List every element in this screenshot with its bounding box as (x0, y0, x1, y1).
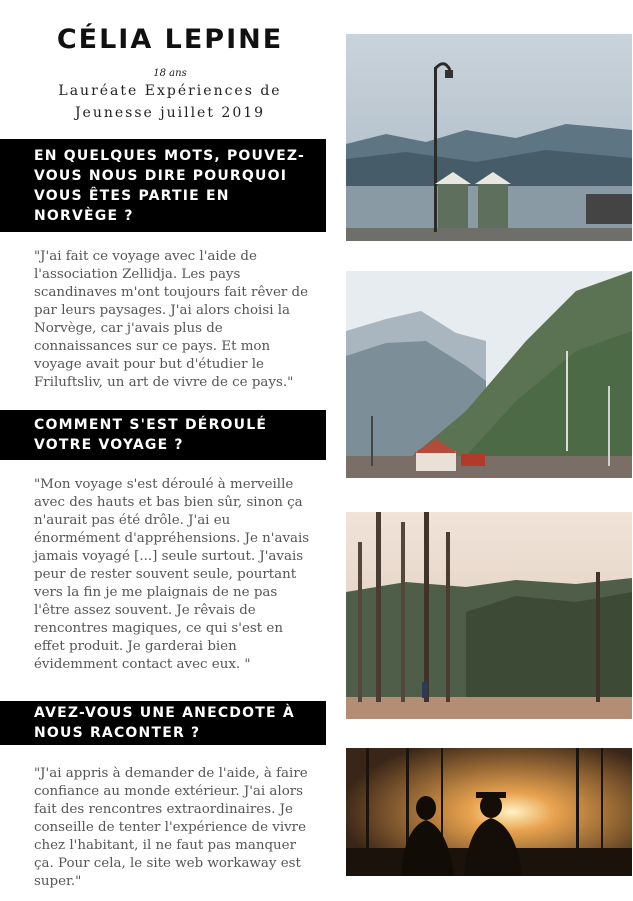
person-age: 18 ans (153, 68, 187, 79)
question-2: COMMENT S'EST DÉROULÉ VOTRE VOYAGE ? (34, 417, 268, 453)
person-name: CÉLIA LEPINE (56, 24, 284, 55)
photo-sunset-silhouettes (346, 748, 632, 876)
question-banner-1 (0, 139, 326, 232)
question-banner-3 (0, 701, 326, 745)
question-3: AVEZ-VOUS UNE ANECDOTE À NOUS RACONTER ? (34, 705, 295, 741)
question-1: EN QUELQUES MOTS, POUVEZ-VOUS NOUS DIRE POURQUOI VOUS ÊTES PARTIE EN NORVÈGE ? (34, 147, 306, 224)
answer-1: "J'ai fait ce voyage avec l'aide de l'association Zellidja. Les pays scandinaves m'ont toujours fait rêver de par leurs paysages. J'ai alors choisi la Norvège, car j'avais plus de connaissances sur ce pays. Et mon voyage avait pour but d'étudier le Friluftsliv, un art de vivre de ce pays." (34, 249, 309, 390)
photo-forest (346, 512, 632, 719)
photo-fjord-lamp (346, 34, 632, 241)
answer-2: "Mon voyage s'est déroulé à merveille avec des hauts et bas bien sûr, sinon ça n'aurait pas été drôle. J'ai eu énormément d'appréhensions. Je n'avais jamais voyagé [...] seule surtout. J'avais peur de rester souvent seule, pourtant vers la fin je me plaignais de ne pas l'être assez souvent. Je rêvais de rencontres magiques, ce qui s'est en effet produit. Je garderai bien évidemment contact avec eux. " (34, 477, 310, 672)
laureate-title-line1: Lauréate Expériences de (58, 83, 282, 99)
answer-3: "J'ai appris à demander de l'aide, à faire confiance au monde extérieur. J'ai alors fait des rencontres extraordinaires. Je conseille de tenter l'expérience de vivre chez l'habitant, il ne faut pas manquer ça. Pour cela, le site web workaway est super." (34, 766, 308, 889)
laureate-title-line2: Jeunesse juillet 2019 (74, 105, 266, 121)
laureate-title (30, 80, 310, 124)
photo-mountain-harbour (346, 271, 632, 478)
question-banner-2 (0, 410, 326, 460)
